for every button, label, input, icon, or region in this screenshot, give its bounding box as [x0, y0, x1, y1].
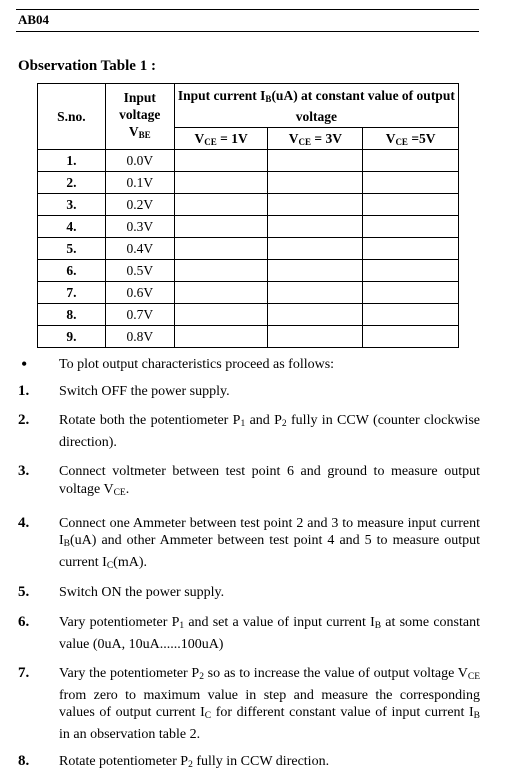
row-sno: 7.: [38, 282, 106, 304]
col-header-input-voltage: [105, 84, 174, 150]
table-row: [38, 326, 459, 348]
cell-vce-5v: [363, 172, 459, 194]
text-run: Rotate both the potentiometer P: [59, 413, 240, 428]
text-run: and set a value of input current I: [184, 615, 375, 630]
table-row: [38, 194, 459, 216]
step-text: [59, 753, 480, 774]
cell-vce-1v: [174, 194, 268, 216]
cell-vce-5v: [363, 282, 459, 304]
step-marker: 2.: [18, 412, 29, 430]
table-row: [38, 216, 459, 238]
procedure-step: [18, 412, 480, 451]
cell-vce-1v: [174, 172, 268, 194]
cell-vce-5v: [363, 260, 459, 282]
observation-table: [37, 83, 459, 348]
cell-vce-3v: [268, 326, 363, 348]
vce-sub: CE: [298, 137, 311, 147]
subscript: C: [205, 711, 211, 721]
table-row: [38, 304, 459, 326]
cell-vce-5v: [363, 150, 459, 172]
step-marker: 1.: [18, 383, 29, 401]
vce-sub: CE: [395, 137, 408, 147]
subscript: CE: [468, 672, 480, 682]
row-sno: 2.: [38, 172, 106, 194]
cell-vce-1v: [174, 150, 268, 172]
text-run: To plot output characteristics proceed as follows:: [59, 357, 334, 372]
step-text: [59, 356, 480, 374]
procedure-step: [18, 515, 480, 576]
cell-vce-3v: [268, 282, 363, 304]
procedure-step: [18, 383, 480, 401]
vce-val: = 1V: [217, 131, 248, 146]
subscript: 2: [199, 672, 204, 682]
input-voltage-line1: Input: [124, 90, 156, 105]
group-header-pre: Input current I: [178, 88, 266, 103]
row-vbe: 0.4V: [105, 238, 174, 260]
cell-vce-3v: [268, 150, 363, 172]
subscript: 2: [282, 419, 287, 429]
procedure-list: [18, 356, 480, 774]
step-marker: 4.: [18, 515, 29, 533]
text-run: and P: [245, 413, 282, 428]
subscript: CE: [114, 488, 126, 498]
cell-vce-3v: [268, 194, 363, 216]
row-vbe: 0.1V: [105, 172, 174, 194]
table-row: [38, 172, 459, 194]
cell-vce-3v: [268, 216, 363, 238]
cell-vce-1v: [174, 238, 268, 260]
cell-vce-3v: [268, 172, 363, 194]
step-marker: 3.: [18, 463, 29, 481]
document-id: AB04: [18, 12, 49, 28]
row-sno: 8.: [38, 304, 106, 326]
text-run: for different constant value of input current I: [211, 705, 474, 720]
cell-vce-1v: [174, 282, 268, 304]
vce-val: = 3V: [311, 131, 342, 146]
procedure-step: [18, 463, 480, 502]
col-header-vce-1v: [174, 128, 268, 150]
step-marker: 5.: [18, 584, 29, 602]
cell-vce-1v: [174, 216, 268, 238]
col-header-vce-5v: [363, 128, 459, 150]
vce-sym: V: [195, 131, 205, 146]
procedure-step: [18, 753, 480, 774]
text-run: Vary potentiometer P: [59, 615, 179, 630]
cell-vce-3v: [268, 238, 363, 260]
text-run: Vary the potentiometer P: [59, 666, 199, 681]
row-vbe: 0.6V: [105, 282, 174, 304]
text-run: fully in CCW direction.: [193, 754, 329, 769]
text-run: Switch ON the power supply.: [59, 585, 224, 600]
subscript: B: [474, 711, 480, 721]
group-header-sub: B: [265, 94, 271, 104]
subscript: 1: [240, 419, 245, 429]
cell-vce-1v: [174, 326, 268, 348]
subscript: C: [107, 561, 113, 571]
input-voltage-line2: voltage: [119, 107, 160, 122]
vce-sym: V: [386, 131, 396, 146]
step-text: [59, 515, 480, 576]
cell-vce-5v: [363, 216, 459, 238]
text-run: Rotate potentiometer P: [59, 754, 188, 769]
row-sno: 3.: [38, 194, 106, 216]
vce-sub: CE: [204, 137, 217, 147]
table-row: [38, 238, 459, 260]
text-run: from zero to maximum value in step and measure the corresponding values of output current I: [59, 688, 480, 721]
step-marker: 6.: [18, 614, 29, 632]
subscript: 1: [179, 621, 184, 631]
row-vbe: 0.8V: [105, 326, 174, 348]
row-sno: 9.: [38, 326, 106, 348]
step-text: [59, 383, 480, 401]
vce-val: =5V: [408, 131, 436, 146]
step-marker: •: [21, 356, 27, 373]
row-vbe: 0.0V: [105, 150, 174, 172]
row-sno: 5.: [38, 238, 106, 260]
text-run: (mA).: [113, 555, 147, 570]
row-vbe: 0.7V: [105, 304, 174, 326]
header-rule: [16, 31, 479, 32]
col-header-sno: S.no.: [38, 84, 106, 150]
step-marker: 7.: [18, 665, 29, 683]
text-run: (uA) and other Ammeter between test point 4 and 5 to measure output current I: [59, 533, 480, 570]
step-text: [59, 412, 480, 451]
step-text: [59, 614, 480, 653]
step-text: [59, 584, 480, 602]
text-run: fully in CCW (counter clockwise direction).: [59, 413, 480, 450]
subscript: B: [375, 621, 381, 631]
cell-vce-3v: [268, 304, 363, 326]
text-run: Switch OFF the power supply.: [59, 384, 230, 399]
row-vbe: 0.3V: [105, 216, 174, 238]
procedure-step: [18, 614, 480, 653]
input-voltage-symbol: V: [129, 124, 139, 139]
procedure-step: [18, 665, 480, 743]
cell-vce-1v: [174, 260, 268, 282]
row-sno: 1.: [38, 150, 106, 172]
row-vbe: 0.5V: [105, 260, 174, 282]
table-row: [38, 260, 459, 282]
subscript: B: [64, 539, 70, 549]
row-sno: 4.: [38, 216, 106, 238]
text-run: Connect voltmeter between test point 6 and ground to measure output voltage V: [59, 464, 480, 497]
cell-vce-5v: [363, 326, 459, 348]
cell-vce-3v: [268, 260, 363, 282]
step-marker: 8.: [18, 753, 29, 771]
step-text: [59, 463, 480, 502]
table-caption: Observation Table 1 :: [18, 58, 156, 75]
row-vbe: 0.2V: [105, 194, 174, 216]
procedure-step: [18, 356, 480, 374]
text-run: Connect one Ammeter between test point 2 and 3 to measure input current I: [59, 516, 480, 549]
col-header-vce-3v: [268, 128, 363, 150]
input-voltage-subscript: BE: [139, 130, 151, 140]
top-rule: [16, 9, 479, 10]
cell-vce-1v: [174, 304, 268, 326]
group-header-post: (uA) at constant value of output voltage: [271, 88, 454, 124]
step-text: [59, 665, 480, 743]
cell-vce-5v: [363, 238, 459, 260]
text-run: at some constant value (0uA, 10uA......100uA): [59, 615, 480, 652]
procedure-step: [18, 584, 480, 602]
row-sno: 6.: [38, 260, 106, 282]
text-run: .: [126, 482, 130, 497]
subscript: 2: [188, 760, 193, 770]
cell-vce-5v: [363, 304, 459, 326]
table-row: [38, 150, 459, 172]
text-run: in an observation table 2.: [59, 727, 200, 742]
vce-sym: V: [289, 131, 299, 146]
table-row: [38, 282, 459, 304]
observation-table-body: [38, 150, 459, 348]
group-header-input-current: [174, 84, 458, 128]
cell-vce-5v: [363, 194, 459, 216]
text-run: so as to increase the value of output voltage V: [204, 666, 468, 681]
